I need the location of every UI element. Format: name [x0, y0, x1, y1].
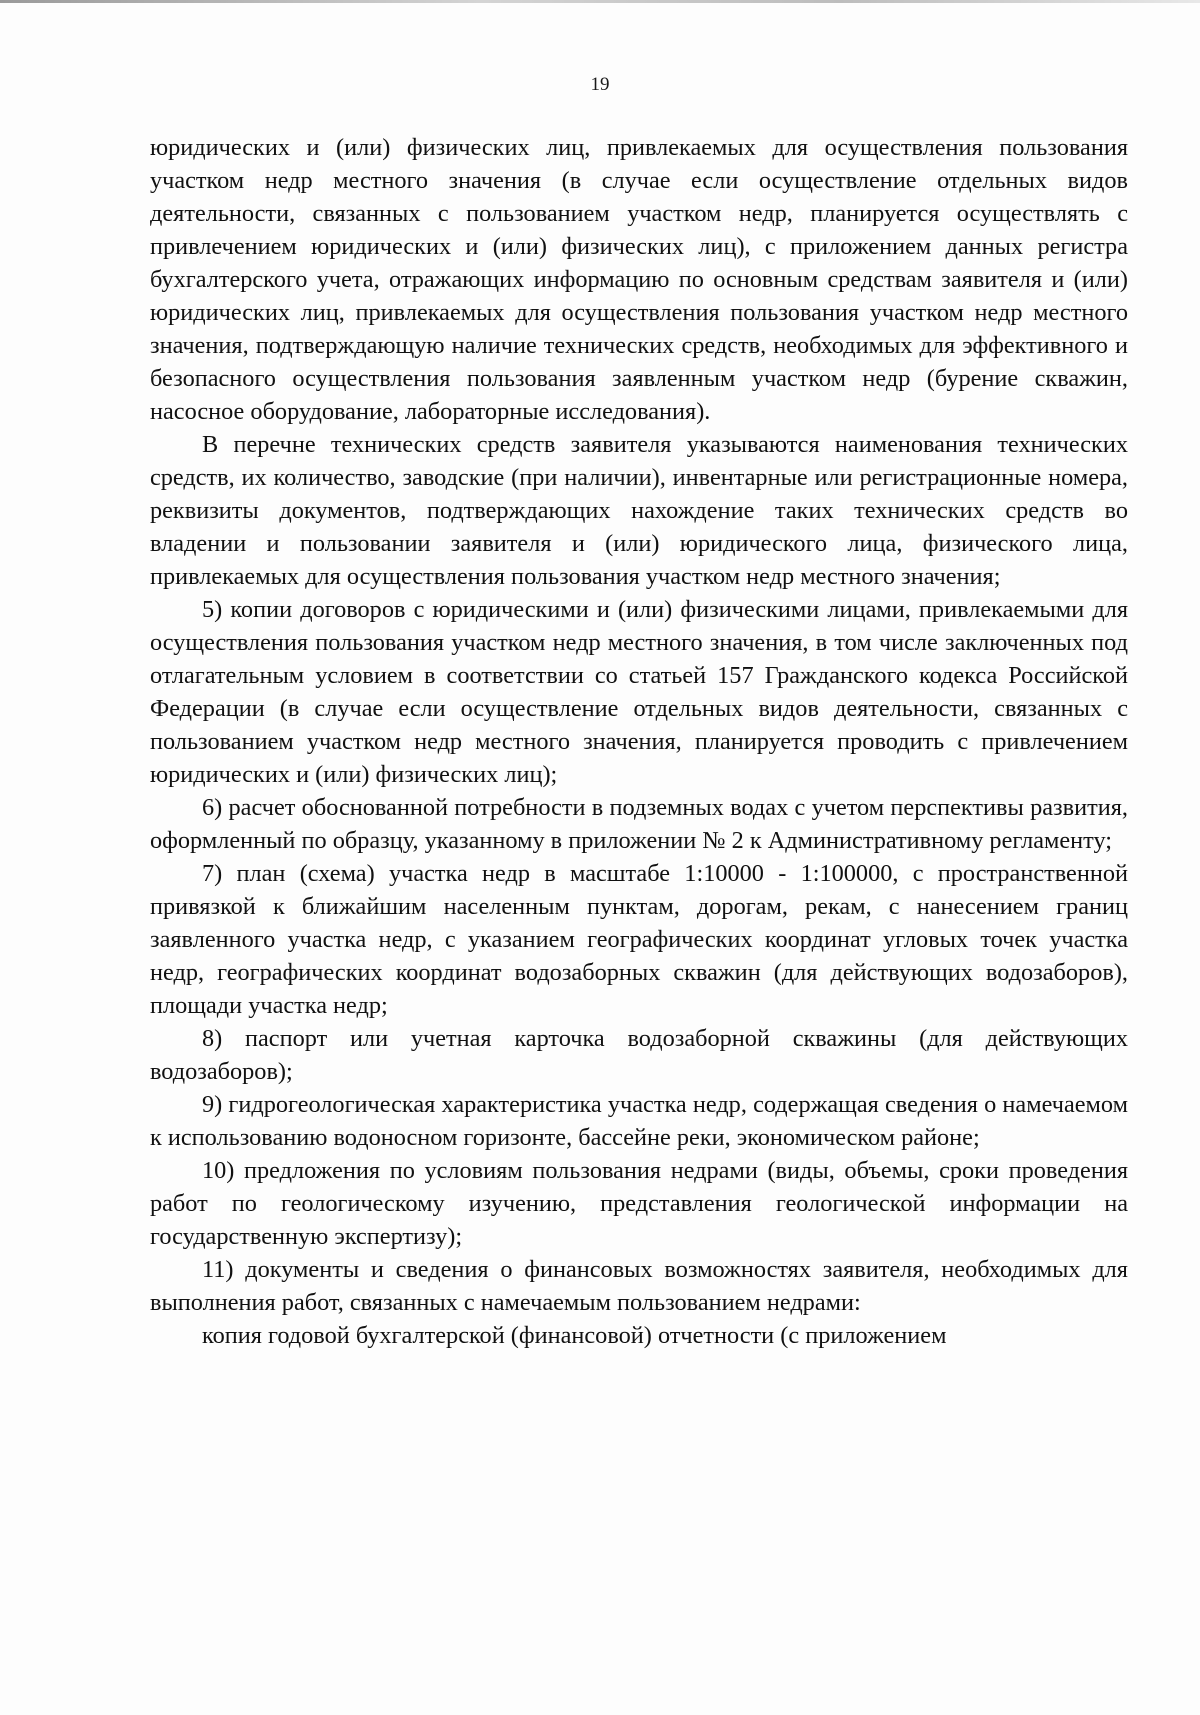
paragraph-item-10: 10) предложения по условиям пользования недрами (виды, объемы, сроки проведения работ по геологическому изучению, представления геологической информации на государственную экспертизу); — [150, 1157, 1128, 1250]
paragraph-item-6: 6) расчет обоснованной потребности в подземных водах с учетом перспективы развития, оформленный по образцу, указанному в приложении № 2 к Административному регламенту; — [150, 794, 1128, 854]
paragraph-technical-means: В перечне технических средств заявителя указываются наименования технических средств, их количество, заводские (при наличии), инвентарные или регистрационные номера, реквизиты документов, подтверждающих нахождение таких технических средств во владении и пользовании заявителя и (или) юридического лица, физического лица, привлекаемых для осуществления пользования участком недр местного значения; — [150, 431, 1128, 590]
paragraph-item-11: 11) документы и сведения о финансовых возможностях заявителя, необходимых для выполнения работ, связанных с намечаемым пользованием недрами: — [150, 1256, 1128, 1316]
paragraph-continuation: юридических и (или) физических лиц, привлекаемых для осуществления пользования участком недр местного значения (в случае если осуществление отдельных видов деятельности, связанных с пользованием участком недр, планируется осуществлять с привлечением юридических и (или) физических лиц), с приложением данных регистра бухгалтерского учета, отражающих информацию по основным средствам заявителя и (или) юридических лиц, привлекаемых для осуществления пользования участком недр местного значения, подтверждающую наличие технических средств, необходимых для эффективного и безопасного осуществления пользования заявленным участком недр (бурение скважин, насосное оборудование, лабораторные исследования). — [150, 134, 1128, 425]
paragraph-item-5: 5) копии договоров с юридическими и (или) физическими лицами, привлекаемыми для осуществления пользования участком недр местного значения, в том числе заключенных под отлагательным условием в соответствии со статьей 157 Гражданского кодекса Российской Федерации (в случае если осуществление отдельных видов деятельности, связанных с пользованием участком недр местного значения, планируется проводить с привлечением юридических и (или) физических лиц); — [150, 596, 1128, 788]
paragraph-item-8: 8) паспорт или учетная карточка водозаборной скважины (для действующих водозаборов); — [150, 1025, 1128, 1085]
paragraph-item-7: 7) план (схема) участка недр в масштабе 1:10000 - 1:100000, с пространственной привязкой к ближайшим населенным пунктам, дорогам, рекам, с нанесением границ заявленного участка недр, с указанием географических координат угловых точек участка недр, географических координат водозаборных скважин (для действующих водозаборов), площади участка недр; — [150, 860, 1128, 1019]
page-number: 19 — [590, 74, 610, 95]
document-body — [150, 131, 1128, 1352]
paragraph-financial-reporting: копия годовой бухгалтерской (финансовой) отчетности (с приложением — [202, 1322, 947, 1349]
paragraph-item-9: 9) гидрогеологическая характеристика участка недр, содержащая сведения о намечаемом к использованию водоносном горизонте, бассейне реки, экономическом районе; — [150, 1091, 1128, 1151]
scan-top-edge — [0, 0, 1200, 3]
